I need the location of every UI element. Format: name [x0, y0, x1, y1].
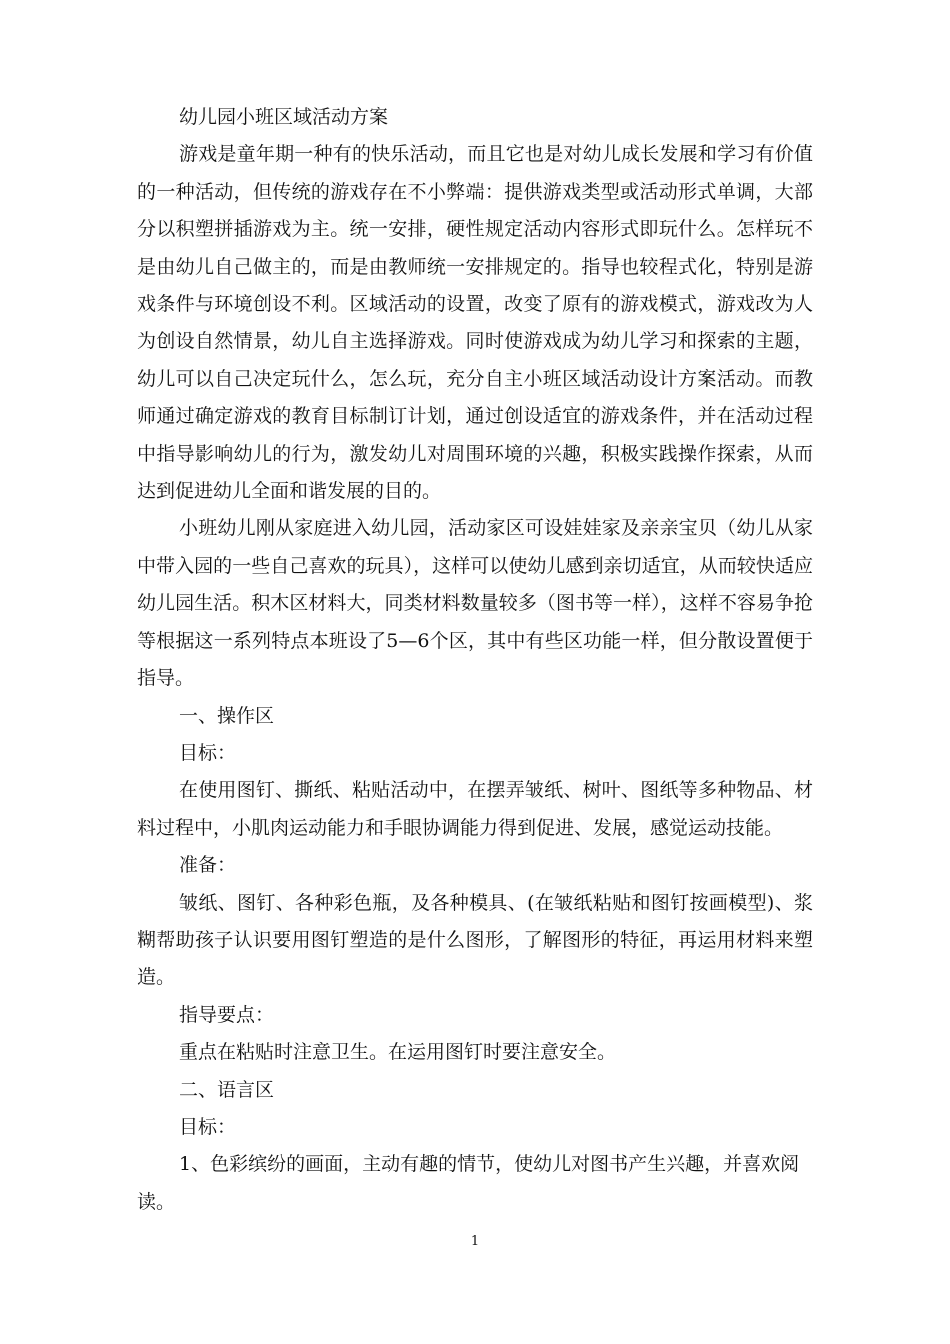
page-number: 1	[470, 1234, 480, 1249]
prep-text: 皱纸、图钉、各种彩色瓶，及各种模具、(在皱纸粘贴和图钉按画模型)、浆糊帮助孩子认识要用图钉塑造的是什么图形，了解图形的特征，再运用材料来塑造。	[137, 891, 813, 989]
goal-label-language: 目标：	[179, 1115, 237, 1138]
paragraph-intro: 游戏是童年期一种有的快乐活动，而且它也是对幼儿成长发展和学习有价值的一种活动，但传统的游戏存在不小弊端：提供游戏类型或活动形式单调，大部分以积塑拼插游戏为主。统一安排，硬性规定活动内容形式即玩什么。怎样玩不是由幼儿自己做主的，而是由教师统一安排规定的。指导也较程式化，特别是游戏条件与环境创设不利。区域活动的设置，改变了原有的游戏模式，游戏改为人为创设自然情景，幼儿自主选择游戏。同时使游戏成为幼儿学习和探索的主题，幼儿可以自己决定玩什么，怎么玩，充分自主小班区域活动设计方案活动。而教师通过确定游戏的教育目标制订计划，通过创设适宜的游戏条件，并在活动过程中指导影响幼儿的行为，激发幼儿对周围环境的兴趣，积极实践操作探索，从而达到促进幼儿全面和谐发展的目的。	[137, 143, 813, 503]
paragraph-small-class: 小班幼儿刚从家庭进入幼儿园，活动家区可设娃娃家及亲亲宝贝（幼儿从家中带入园的一些自己喜欢的玩具），这样可以使幼儿感到亲切适宜，从而较快适应幼儿园生活。积木区材料大，同类材料数量较多（图书等一样），这样不容易争抢等根据这一系列特点本班设了5—6个区，其中有些区功能一样，但分散设置便于指导。	[137, 517, 813, 690]
section-heading-language: 二、语言区	[179, 1078, 275, 1101]
guide-label: 指导要点：	[179, 1003, 275, 1026]
prep-label: 准备：	[179, 854, 237, 877]
goal-text: 在使用图钉、撕纸、粘贴活动中，在摆弄皱纸、树叶、图纸等多种物品、材料过程中，小肌肉运动能力和手眼协调能力得到促进、发展，感觉运动技能。	[137, 779, 813, 839]
goal-item-1: 1、色彩缤纷的画面，主动有趣的情节，使幼儿对图书产生兴趣，并喜欢阅读。	[137, 1153, 800, 1213]
document-title: 幼儿园小班区域活动方案	[179, 106, 389, 128]
goal-label: 目标：	[179, 741, 237, 764]
section-heading-operation: 一、操作区	[179, 704, 275, 727]
document-body	[137, 99, 813, 1221]
guide-text: 重点在粘贴时注意卫生。在运用图钉时要注意安全。	[179, 1041, 617, 1064]
